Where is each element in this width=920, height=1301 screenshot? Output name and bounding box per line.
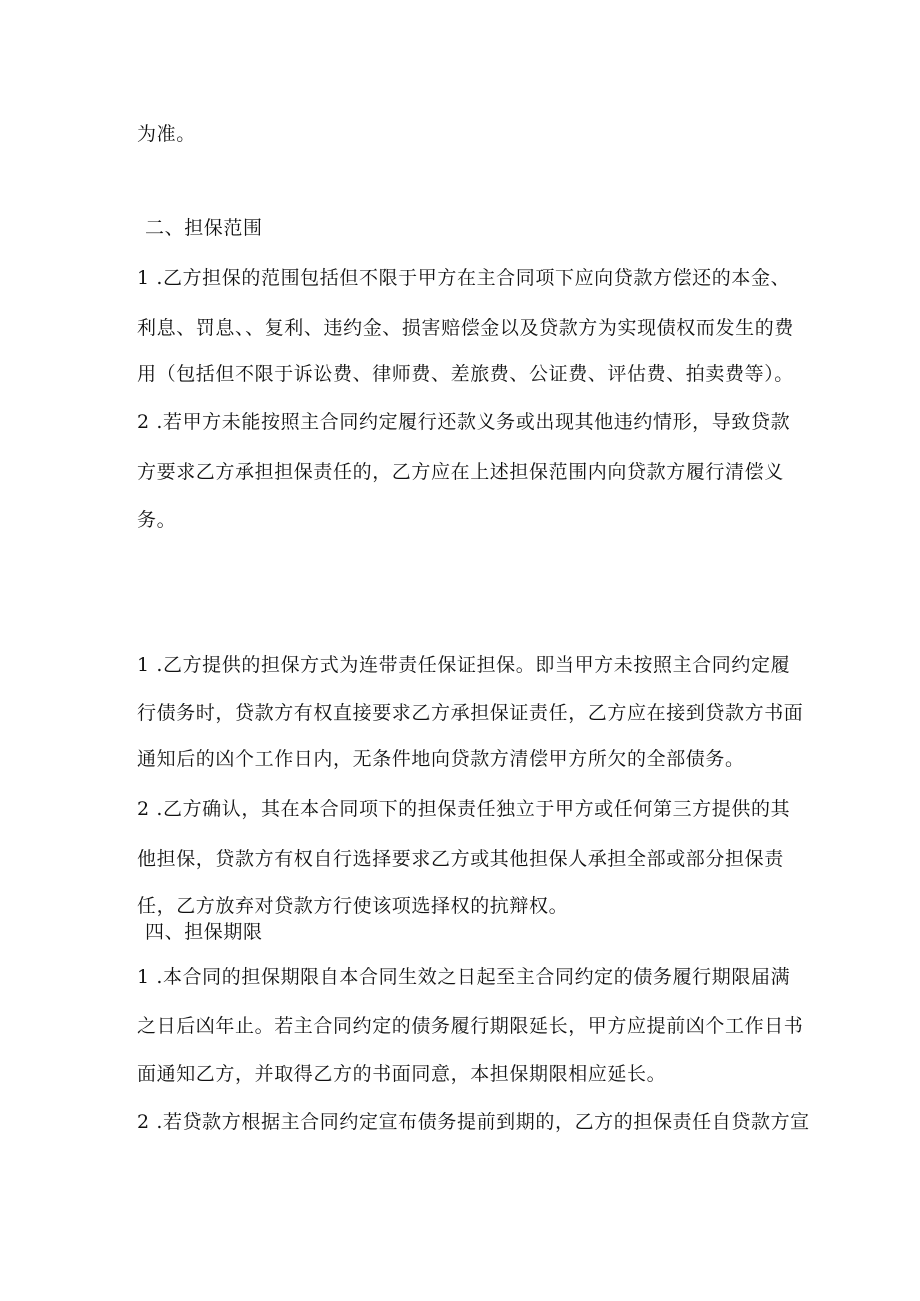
section-heading-term: 四、担保期限 (145, 921, 263, 943)
paragraph-line: 2 .若贷款方根据主合同约定宣布债务提前到期的，乙方的担保责任自贷款方宣 (137, 1111, 810, 1133)
paragraph-line: 任，乙方放弃对贷款方行使该项选择权的抗辩权。 (137, 895, 569, 917)
paragraph-line: 1 .乙方担保的范围包括但不限于甲方在主合同项下应向贷款方偿还的本金、 (137, 267, 791, 289)
intro-text: 为准。 (137, 123, 196, 145)
paragraph-line: 之日后凶年止。若主合同约定的债务履行期限延长，甲方应提前凶个工作日书 (137, 1015, 804, 1037)
paragraph-line: 行债务时，贷款方有权直接要求乙方承担保证责任，乙方应在接到贷款方书面 (137, 702, 804, 724)
paragraph-line: 利息、罚息、、复利、违约金、损害赔偿金以及贷款方为实现债权而发生的费 (137, 317, 794, 339)
paragraph-line: 用（包括但不限于诉讼费、律师费、差旅费、公证费、评估费、拍卖费等）。 (137, 363, 794, 385)
paragraph-line: 1 .本合同的担保期限自本合同生效之日起至主合同约定的债务履行期限届满 (137, 966, 791, 988)
paragraph-line: 通知后的凶个工作日内，无条件地向贷款方清偿甲方所欠的全部债务。 (137, 748, 745, 770)
paragraph-line: 2 .若甲方未能按照主合同约定履行还款义务或出现其他违约情形，导致贷款 (137, 411, 791, 433)
paragraph-line: 方要求乙方承担担保责任的，乙方应在上述担保范围内向贷款方履行清偿义 (137, 461, 784, 483)
paragraph-line: 他担保，贷款方有权自行选择要求乙方或其他担保人承担全部或部分担保责 (137, 848, 784, 870)
paragraph-line: 1 .乙方提供的担保方式为连带责任保证担保。即当甲方未按照主合同约定履 (137, 654, 791, 676)
section-heading-scope: 二、担保范围 (145, 217, 263, 239)
paragraph-line: 面通知乙方，并取得乙方的书面同意，本担保期限相应延长。 (137, 1063, 667, 1085)
paragraph-line: 2 .乙方确认，其在本合同项下的担保责任独立于甲方或任何第三方提供的其 (137, 798, 791, 820)
paragraph-line: 务。 (137, 509, 177, 531)
